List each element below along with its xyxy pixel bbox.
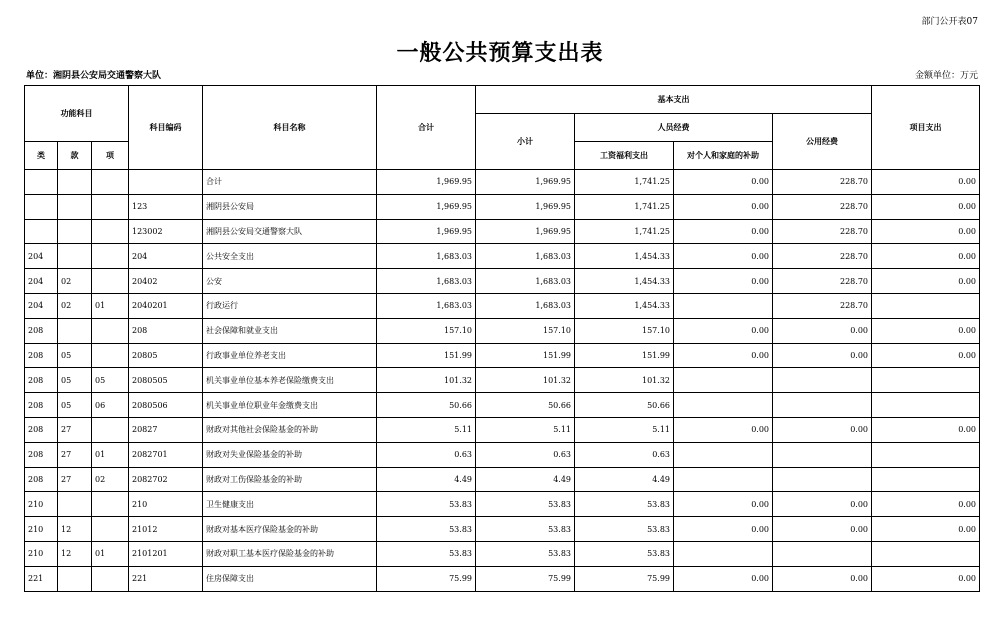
cell-family-subsidy: 0.00 <box>674 194 773 219</box>
cell-project: 0.00 <box>872 417 980 442</box>
cell-total: 5.11 <box>377 417 476 442</box>
cell-xiang <box>92 517 129 542</box>
table-row <box>25 194 980 219</box>
cell-xiang: 05 <box>92 368 129 393</box>
cell-public-funds <box>773 541 872 566</box>
cell-subject-name: 行政事业单位养老支出 <box>203 343 377 368</box>
cell-total: 0.63 <box>377 442 476 467</box>
cell-lei: 208 <box>25 343 58 368</box>
cell-salary-welfare: 1,454.33 <box>575 293 674 318</box>
cell-subtotal: 151.99 <box>476 343 575 368</box>
cell-total: 4.49 <box>377 467 476 492</box>
cell-lei: 208 <box>25 417 58 442</box>
cell-project: 0.00 <box>872 343 980 368</box>
table-row <box>25 492 980 517</box>
cell-family-subsidy: 0.00 <box>674 269 773 294</box>
cell-family-subsidy: 0.00 <box>674 318 773 343</box>
header-xiang: 项 <box>92 142 129 170</box>
cell-lei: 204 <box>25 269 58 294</box>
cell-lei: 208 <box>25 467 58 492</box>
cell-kuan: 05 <box>58 343 92 368</box>
cell-subtotal: 53.83 <box>476 517 575 542</box>
cell-project <box>872 393 980 418</box>
cell-subject-name: 行政运行 <box>203 293 377 318</box>
cell-total: 151.99 <box>377 343 476 368</box>
cell-subject-name: 财政对其他社会保险基金的补助 <box>203 417 377 442</box>
cell-family-subsidy: 0.00 <box>674 343 773 368</box>
cell-kuan <box>58 244 92 269</box>
header-public-funds: 公用经费 <box>773 114 872 170</box>
cell-project <box>872 442 980 467</box>
cell-salary-welfare: 1,741.25 <box>575 170 674 195</box>
cell-total: 1,969.95 <box>377 170 476 195</box>
table-row <box>25 293 980 318</box>
cell-subtotal: 157.10 <box>476 318 575 343</box>
cell-salary-welfare: 53.83 <box>575 541 674 566</box>
cell-public-funds: 0.00 <box>773 417 872 442</box>
cell-subject-name: 财政对基本医疗保险基金的补助 <box>203 517 377 542</box>
cell-project <box>872 368 980 393</box>
cell-family-subsidy: 0.00 <box>674 244 773 269</box>
cell-salary-welfare: 101.32 <box>575 368 674 393</box>
cell-salary-welfare: 50.66 <box>575 393 674 418</box>
cell-xiang: 01 <box>92 442 129 467</box>
cell-lei: 221 <box>25 566 58 591</box>
table-row <box>25 269 980 294</box>
cell-lei: 208 <box>25 393 58 418</box>
cell-public-funds: 228.70 <box>773 170 872 195</box>
cell-kuan: 27 <box>58 417 92 442</box>
cell-project: 0.00 <box>872 269 980 294</box>
cell-kuan <box>58 170 92 195</box>
cell-family-subsidy <box>674 293 773 318</box>
cell-project: 0.00 <box>872 492 980 517</box>
table-row <box>25 219 980 244</box>
cell-total: 53.83 <box>377 517 476 542</box>
header-func-subject: 功能科目 <box>25 86 129 142</box>
table-row <box>25 541 980 566</box>
table-row <box>25 393 980 418</box>
cell-subject-name: 机关事业单位基本养老保险缴费支出 <box>203 368 377 393</box>
cell-salary-welfare: 1,741.25 <box>575 194 674 219</box>
cell-public-funds <box>773 442 872 467</box>
table-header <box>25 86 980 170</box>
cell-subject-code: 2040201 <box>129 293 203 318</box>
cell-subtotal: 50.66 <box>476 393 575 418</box>
cell-subject-name: 机关事业单位职业年金缴费支出 <box>203 393 377 418</box>
cell-subject-name: 公共安全支出 <box>203 244 377 269</box>
header-kuan: 款 <box>58 142 92 170</box>
cell-family-subsidy <box>674 442 773 467</box>
cell-public-funds: 0.00 <box>773 318 872 343</box>
cell-xiang <box>92 343 129 368</box>
cell-subject-name: 住房保障支出 <box>203 566 377 591</box>
cell-project: 0.00 <box>872 517 980 542</box>
cell-xiang: 02 <box>92 467 129 492</box>
cell-lei: 210 <box>25 492 58 517</box>
cell-family-subsidy <box>674 393 773 418</box>
cell-subject-code: 20805 <box>129 343 203 368</box>
table-row <box>25 566 980 591</box>
cell-project: 0.00 <box>872 244 980 269</box>
cell-lei: 204 <box>25 244 58 269</box>
cell-subtotal: 5.11 <box>476 417 575 442</box>
cell-subject-name: 卫生健康支出 <box>203 492 377 517</box>
cell-public-funds <box>773 467 872 492</box>
cell-xiang <box>92 194 129 219</box>
cell-xiang <box>92 219 129 244</box>
cell-subtotal: 1,969.95 <box>476 194 575 219</box>
cell-subject-name: 财政对职工基本医疗保险基金的补助 <box>203 541 377 566</box>
header-subject-code: 科目编码 <box>129 86 203 170</box>
cell-public-funds: 228.70 <box>773 219 872 244</box>
table-row <box>25 417 980 442</box>
cell-kuan: 12 <box>58 541 92 566</box>
cell-subject-code: 2082701 <box>129 442 203 467</box>
cell-public-funds: 228.70 <box>773 194 872 219</box>
cell-subject-code: 20402 <box>129 269 203 294</box>
cell-kuan: 05 <box>58 393 92 418</box>
cell-lei <box>25 219 58 244</box>
cell-total: 50.66 <box>377 393 476 418</box>
cell-subject-name: 财政对工伤保险基金的补助 <box>203 467 377 492</box>
cell-subject-name: 湘阴县公安局 <box>203 194 377 219</box>
cell-subject-code: 2080505 <box>129 368 203 393</box>
cell-public-funds: 0.00 <box>773 566 872 591</box>
cell-public-funds: 228.70 <box>773 244 872 269</box>
cell-public-funds <box>773 393 872 418</box>
cell-kuan <box>58 566 92 591</box>
header-family-subsidy: 对个人和家庭的补助 <box>674 142 773 170</box>
header-subject-name: 科目名称 <box>203 86 377 170</box>
cell-project: 0.00 <box>872 170 980 195</box>
cell-subject-code: 2101201 <box>129 541 203 566</box>
cell-xiang <box>92 170 129 195</box>
cell-subtotal: 1,969.95 <box>476 219 575 244</box>
cell-total: 75.99 <box>377 566 476 591</box>
cell-salary-welfare: 53.83 <box>575 492 674 517</box>
cell-salary-welfare: 75.99 <box>575 566 674 591</box>
cell-kuan <box>58 318 92 343</box>
cell-project: 0.00 <box>872 318 980 343</box>
cell-subtotal: 0.63 <box>476 442 575 467</box>
cell-total: 101.32 <box>377 368 476 393</box>
cell-subject-code: 21012 <box>129 517 203 542</box>
unit-label: 单位：湘阴县公安局交通警察大队 <box>26 71 162 81</box>
cell-total: 1,969.95 <box>377 219 476 244</box>
cell-subtotal: 101.32 <box>476 368 575 393</box>
header-lei: 类 <box>25 142 58 170</box>
cell-xiang: 01 <box>92 541 129 566</box>
cell-kuan: 27 <box>58 467 92 492</box>
cell-subject-name: 公安 <box>203 269 377 294</box>
cell-family-subsidy: 0.00 <box>674 219 773 244</box>
cell-subject-name: 财政对失业保险基金的补助 <box>203 442 377 467</box>
table-row <box>25 368 980 393</box>
cell-subtotal: 1,683.03 <box>476 244 575 269</box>
cell-salary-welfare: 4.49 <box>575 467 674 492</box>
cell-subtotal: 4.49 <box>476 467 575 492</box>
header-personnel-funds: 人员经费 <box>575 114 773 142</box>
cell-project: 0.00 <box>872 194 980 219</box>
cell-salary-welfare: 53.83 <box>575 517 674 542</box>
cell-family-subsidy: 0.00 <box>674 517 773 542</box>
cell-family-subsidy <box>674 467 773 492</box>
cell-xiang: 01 <box>92 293 129 318</box>
cell-total: 1,683.03 <box>377 244 476 269</box>
cell-subject-code: 123 <box>129 194 203 219</box>
cell-subtotal: 53.83 <box>476 541 575 566</box>
cell-kuan <box>58 492 92 517</box>
cell-lei <box>25 170 58 195</box>
cell-xiang <box>92 566 129 591</box>
cell-salary-welfare: 1,454.33 <box>575 269 674 294</box>
cell-subtotal: 53.83 <box>476 492 575 517</box>
table-row <box>25 343 980 368</box>
cell-public-funds <box>773 368 872 393</box>
page-title: 一般公共预算支出表 <box>396 41 604 66</box>
cell-xiang: 06 <box>92 393 129 418</box>
cell-public-funds: 228.70 <box>773 293 872 318</box>
cell-public-funds: 228.70 <box>773 269 872 294</box>
cell-subject-code: 123002 <box>129 219 203 244</box>
cell-subject-code: 221 <box>129 566 203 591</box>
cell-salary-welfare: 1,741.25 <box>575 219 674 244</box>
budget-expenditure-table <box>24 85 980 592</box>
cell-subject-name: 合计 <box>203 170 377 195</box>
header-salary-welfare: 工资福利支出 <box>575 142 674 170</box>
cell-total: 53.83 <box>377 541 476 566</box>
table-body <box>25 170 980 592</box>
cell-project <box>872 541 980 566</box>
cell-subtotal: 1,683.03 <box>476 293 575 318</box>
cell-kuan: 27 <box>58 442 92 467</box>
cell-family-subsidy: 0.00 <box>674 566 773 591</box>
money-unit-label: 金额单位：万元 <box>914 71 978 81</box>
cell-family-subsidy <box>674 541 773 566</box>
cell-kuan <box>58 194 92 219</box>
cell-salary-welfare: 157.10 <box>575 318 674 343</box>
cell-total: 53.83 <box>377 492 476 517</box>
cell-project <box>872 293 980 318</box>
cell-lei: 210 <box>25 541 58 566</box>
table-row <box>25 517 980 542</box>
cell-kuan: 02 <box>58 293 92 318</box>
table-row <box>25 318 980 343</box>
cell-lei: 204 <box>25 293 58 318</box>
cell-salary-welfare: 151.99 <box>575 343 674 368</box>
cell-family-subsidy <box>674 368 773 393</box>
cell-total: 157.10 <box>377 318 476 343</box>
cell-salary-welfare: 1,454.33 <box>575 244 674 269</box>
cell-subtotal: 1,683.03 <box>476 269 575 294</box>
cell-xiang <box>92 492 129 517</box>
cell-subject-code: 2082702 <box>129 467 203 492</box>
cell-lei: 208 <box>25 318 58 343</box>
cell-total: 1,683.03 <box>377 269 476 294</box>
header-subtotal: 小计 <box>476 114 575 170</box>
cell-xiang <box>92 318 129 343</box>
cell-total: 1,683.03 <box>377 293 476 318</box>
cell-family-subsidy: 0.00 <box>674 492 773 517</box>
cell-kuan <box>58 219 92 244</box>
cell-public-funds: 0.00 <box>773 343 872 368</box>
cell-salary-welfare: 0.63 <box>575 442 674 467</box>
table-number-label: 部门公开表07 <box>921 17 978 27</box>
header-total: 合计 <box>377 86 476 170</box>
table-row <box>25 170 980 195</box>
cell-subject-name: 社会保障和就业支出 <box>203 318 377 343</box>
cell-family-subsidy: 0.00 <box>674 417 773 442</box>
cell-subtotal: 75.99 <box>476 566 575 591</box>
header-basic-expenditure: 基本支出 <box>476 86 872 114</box>
cell-subject-name: 湘阴县公安局交通警察大队 <box>203 219 377 244</box>
cell-xiang <box>92 244 129 269</box>
cell-xiang <box>92 269 129 294</box>
cell-lei: 208 <box>25 368 58 393</box>
cell-project: 0.00 <box>872 566 980 591</box>
cell-subject-code: 20827 <box>129 417 203 442</box>
cell-kuan: 12 <box>58 517 92 542</box>
cell-subject-code: 204 <box>129 244 203 269</box>
cell-lei: 208 <box>25 442 58 467</box>
cell-subject-code <box>129 170 203 195</box>
cell-public-funds: 0.00 <box>773 517 872 542</box>
cell-kuan: 05 <box>58 368 92 393</box>
cell-public-funds: 0.00 <box>773 492 872 517</box>
header-project-expenditure: 项目支出 <box>872 86 980 170</box>
cell-project <box>872 467 980 492</box>
cell-subject-code: 208 <box>129 318 203 343</box>
cell-subtotal: 1,969.95 <box>476 170 575 195</box>
cell-family-subsidy: 0.00 <box>674 170 773 195</box>
table-row <box>25 244 980 269</box>
table-row <box>25 467 980 492</box>
cell-lei: 210 <box>25 517 58 542</box>
cell-subject-code: 2080506 <box>129 393 203 418</box>
cell-total: 1,969.95 <box>377 194 476 219</box>
table-row <box>25 442 980 467</box>
cell-kuan: 02 <box>58 269 92 294</box>
cell-project: 0.00 <box>872 219 980 244</box>
cell-xiang <box>92 417 129 442</box>
cell-lei <box>25 194 58 219</box>
cell-salary-welfare: 5.11 <box>575 417 674 442</box>
cell-subject-code: 210 <box>129 492 203 517</box>
